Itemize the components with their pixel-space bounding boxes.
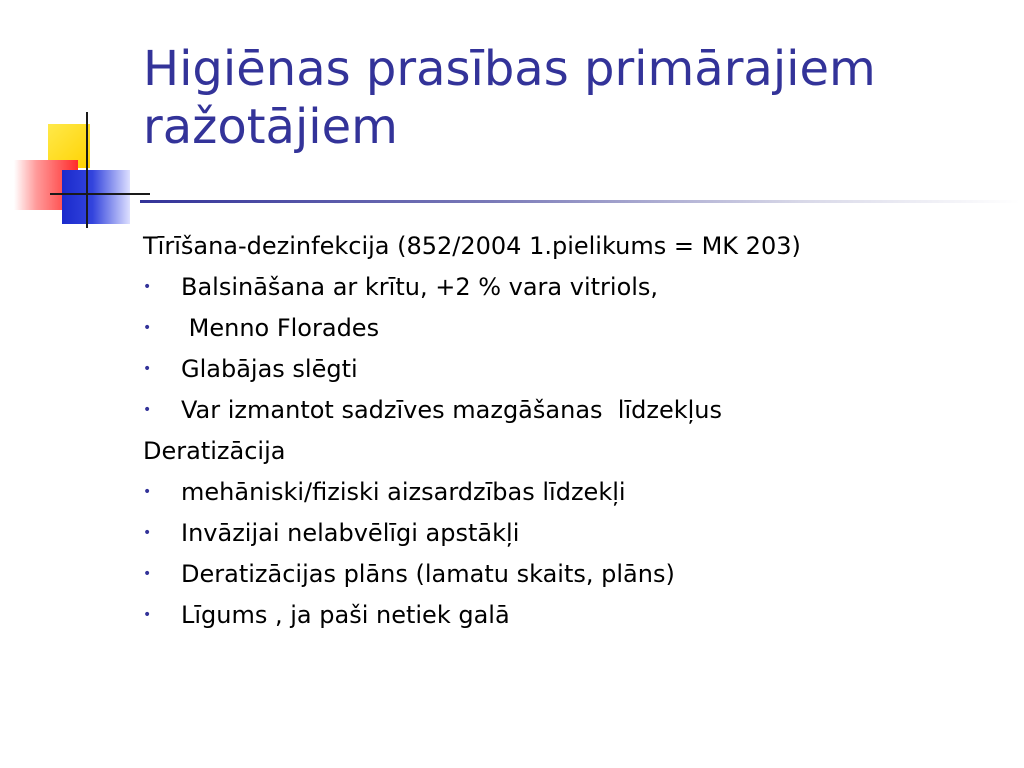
logo-vertical-line [86,112,88,228]
bullet-item [143,308,1003,349]
bullet-item-text: Menno Florades [181,314,380,342]
slide-content [143,226,1003,636]
section-heading [143,431,1003,472]
section-heading [143,226,1003,267]
bullet-icon: • [143,361,152,377]
bullet-item [143,267,1003,308]
bullet-item [143,349,1003,390]
bullet-item-text: Glabājas slēgti [181,355,358,383]
slide-title: Higiēnas prasības primārajiem ražotājiem [143,41,876,155]
bullet-icon: • [143,402,152,418]
bullet-item [143,513,1003,554]
bullet-icon: • [143,484,152,500]
bullet-item-text: Invāzijai nelabvēlīgi apstākļi [181,519,520,547]
section-heading-text: Tīrīšana-dezinfekcija (852/2004 1.pielikums = MK 203) [143,232,801,260]
bullet-item [143,390,1003,431]
bullet-icon: • [143,607,152,623]
bullet-icon: • [143,279,152,295]
section-heading-text: Deratizācija [143,437,286,465]
bullet-item-text: Līgums , ja paši netiek galā [181,601,510,629]
bullet-item-text: Var izmantot sadzīves mazgāšanas līdzekļus [181,396,722,424]
bullet-item [143,595,1003,636]
bullet-icon: • [143,566,152,582]
bullet-icon: • [143,320,152,336]
logo-horizontal-line [50,193,150,195]
decorative-logo [0,0,150,240]
bullet-item [143,472,1003,513]
logo-blue-square [62,170,130,224]
bullet-item-text: Balsināšana ar krītu, +2 % vara vitriols, [181,273,659,301]
title-divider [140,200,1020,203]
bullet-icon: • [143,525,152,541]
bullet-item-text: mehāniski/fiziski aizsardzības līdzekļi [181,478,626,506]
bullet-item-text: Deratizācijas plāns (lamatu skaits, plāns) [181,560,675,588]
bullet-item [143,554,1003,595]
